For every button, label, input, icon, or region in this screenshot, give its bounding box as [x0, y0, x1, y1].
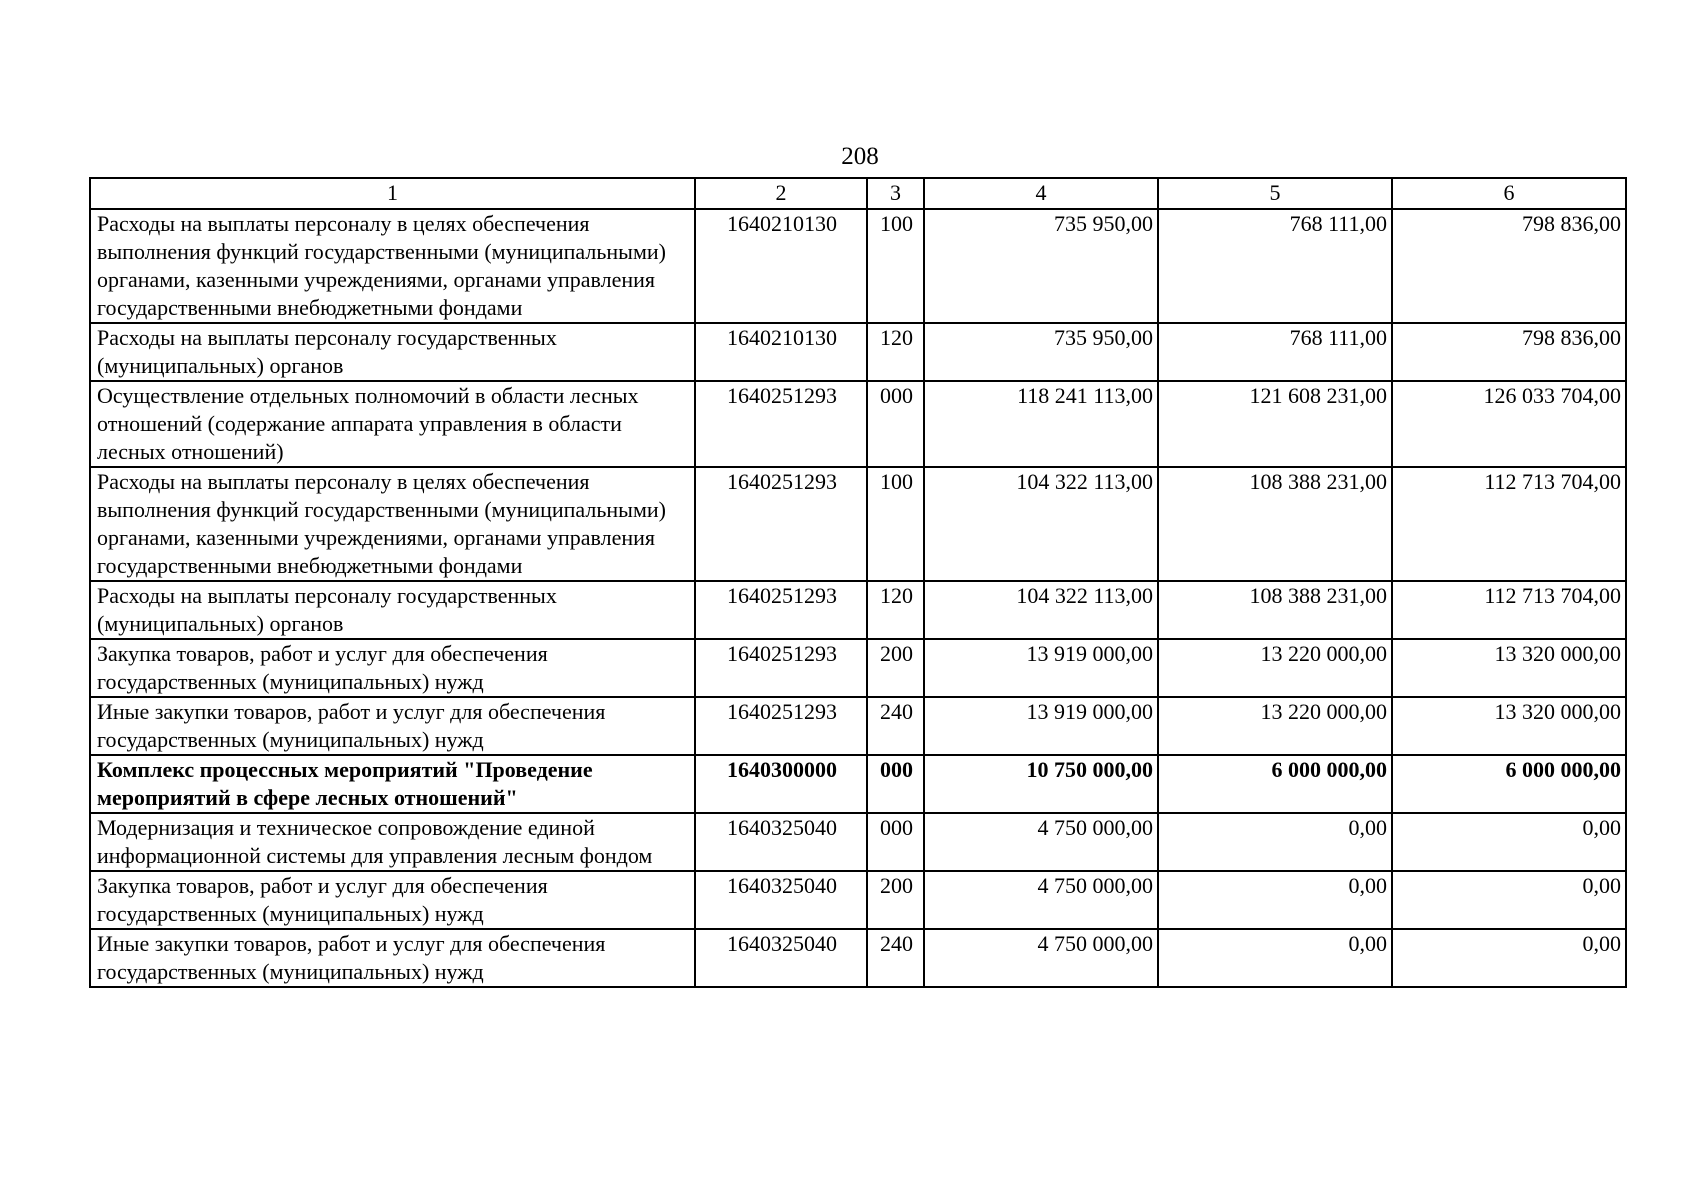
row-amount-col6: 126 033 704,00	[1392, 381, 1626, 467]
row-amount-col4: 10 750 000,00	[924, 755, 1158, 813]
row-code: 1640300000	[695, 755, 867, 813]
row-kvr: 240	[867, 697, 924, 755]
row-code: 1640251293	[695, 467, 867, 581]
column-header-3: 3	[867, 178, 924, 209]
row-amount-col6: 112 713 704,00	[1392, 581, 1626, 639]
row-kvr: 200	[867, 871, 924, 929]
row-amount-col4: 735 950,00	[924, 209, 1158, 323]
row-amount-col6: 6 000 000,00	[1392, 755, 1626, 813]
row-amount-col5: 13 220 000,00	[1158, 639, 1392, 697]
row-kvr: 120	[867, 581, 924, 639]
table-row	[90, 639, 1626, 697]
row-amount-col6: 112 713 704,00	[1392, 467, 1626, 581]
row-amount-col6: 13 320 000,00	[1392, 697, 1626, 755]
row-amount-col4: 4 750 000,00	[924, 929, 1158, 987]
row-amount-col6: 798 836,00	[1392, 323, 1626, 381]
table-row-total	[90, 755, 1626, 813]
table-row	[90, 929, 1626, 987]
table-row	[90, 381, 1626, 467]
row-name: Иные закупки товаров, работ и услуг для обеспечения государственных (муниципальных) нужд	[90, 929, 695, 987]
row-amount-col4: 118 241 113,00	[924, 381, 1158, 467]
row-amount-col5: 108 388 231,00	[1158, 467, 1392, 581]
row-name: Расходы на выплаты персоналу в целях обеспечения выполнения функций государственными (муниципальными) органами, казенными учреждениями, органами управления государственными внебюджетными фондами	[90, 209, 695, 323]
column-header-2: 2	[695, 178, 867, 209]
row-amount-col4: 4 750 000,00	[924, 813, 1158, 871]
row-amount-col5: 121 608 231,00	[1158, 381, 1392, 467]
table-row	[90, 323, 1626, 381]
row-kvr: 000	[867, 381, 924, 467]
budget-table	[89, 177, 1627, 988]
row-name: Модернизация и техническое сопровождение единой информационной системы для управления лесным фондом	[90, 813, 695, 871]
row-amount-col5: 768 111,00	[1158, 323, 1392, 381]
row-amount-col5: 0,00	[1158, 871, 1392, 929]
row-code: 1640325040	[695, 929, 867, 987]
column-header-1: 1	[90, 178, 695, 209]
row-name: Комплекс процессных мероприятий "Проведение мероприятий в сфере лесных отношений"	[90, 755, 695, 813]
column-header-5: 5	[1158, 178, 1392, 209]
table-row	[90, 813, 1626, 871]
row-name: Закупка товаров, работ и услуг для обеспечения государственных (муниципальных) нужд	[90, 871, 695, 929]
row-code: 1640325040	[695, 813, 867, 871]
row-amount-col4: 13 919 000,00	[924, 639, 1158, 697]
page-number: 208	[841, 143, 879, 170]
row-amount-col4: 104 322 113,00	[924, 581, 1158, 639]
row-code: 1640251293	[695, 639, 867, 697]
row-name: Расходы на выплаты персоналу государственных (муниципальных) органов	[90, 581, 695, 639]
row-name: Расходы на выплаты персоналу государственных (муниципальных) органов	[90, 323, 695, 381]
row-code: 1640251293	[695, 381, 867, 467]
table-row	[90, 209, 1626, 323]
row-code: 1640325040	[695, 871, 867, 929]
row-amount-col6: 0,00	[1392, 813, 1626, 871]
row-amount-col6: 13 320 000,00	[1392, 639, 1626, 697]
row-kvr: 100	[867, 209, 924, 323]
row-kvr: 200	[867, 639, 924, 697]
row-name: Осуществление отдельных полномочий в области лесных отношений (содержание аппарата управления в области лесных отношений)	[90, 381, 695, 467]
row-amount-col6: 0,00	[1392, 929, 1626, 987]
row-amount-col4: 4 750 000,00	[924, 871, 1158, 929]
column-header-4: 4	[924, 178, 1158, 209]
row-name: Иные закупки товаров, работ и услуг для обеспечения государственных (муниципальных) нужд	[90, 697, 695, 755]
row-amount-col5: 768 111,00	[1158, 209, 1392, 323]
row-amount-col4: 104 322 113,00	[924, 467, 1158, 581]
row-kvr: 000	[867, 755, 924, 813]
row-amount-col5: 0,00	[1158, 929, 1392, 987]
table-row	[90, 581, 1626, 639]
row-amount-col4: 735 950,00	[924, 323, 1158, 381]
row-kvr: 100	[867, 467, 924, 581]
row-name: Закупка товаров, работ и услуг для обеспечения государственных (муниципальных) нужд	[90, 639, 695, 697]
table-row	[90, 697, 1626, 755]
header-row	[90, 178, 1626, 209]
row-amount-col6: 798 836,00	[1392, 209, 1626, 323]
row-code: 1640251293	[695, 697, 867, 755]
column-header-6: 6	[1392, 178, 1626, 209]
row-code: 1640210130	[695, 323, 867, 381]
row-amount-col5: 6 000 000,00	[1158, 755, 1392, 813]
table-row	[90, 467, 1626, 581]
row-amount-col5: 108 388 231,00	[1158, 581, 1392, 639]
row-code: 1640210130	[695, 209, 867, 323]
row-amount-col5: 13 220 000,00	[1158, 697, 1392, 755]
row-kvr: 240	[867, 929, 924, 987]
row-kvr: 120	[867, 323, 924, 381]
row-kvr: 000	[867, 813, 924, 871]
row-amount-col6: 0,00	[1392, 871, 1626, 929]
row-name: Расходы на выплаты персоналу в целях обеспечения выполнения функций государственными (муниципальными) органами, казенными учреждениями, органами управления государственными внебюджетными фондами	[90, 467, 695, 581]
row-amount-col4: 13 919 000,00	[924, 697, 1158, 755]
row-code: 1640251293	[695, 581, 867, 639]
row-amount-col5: 0,00	[1158, 813, 1392, 871]
table-row	[90, 871, 1626, 929]
